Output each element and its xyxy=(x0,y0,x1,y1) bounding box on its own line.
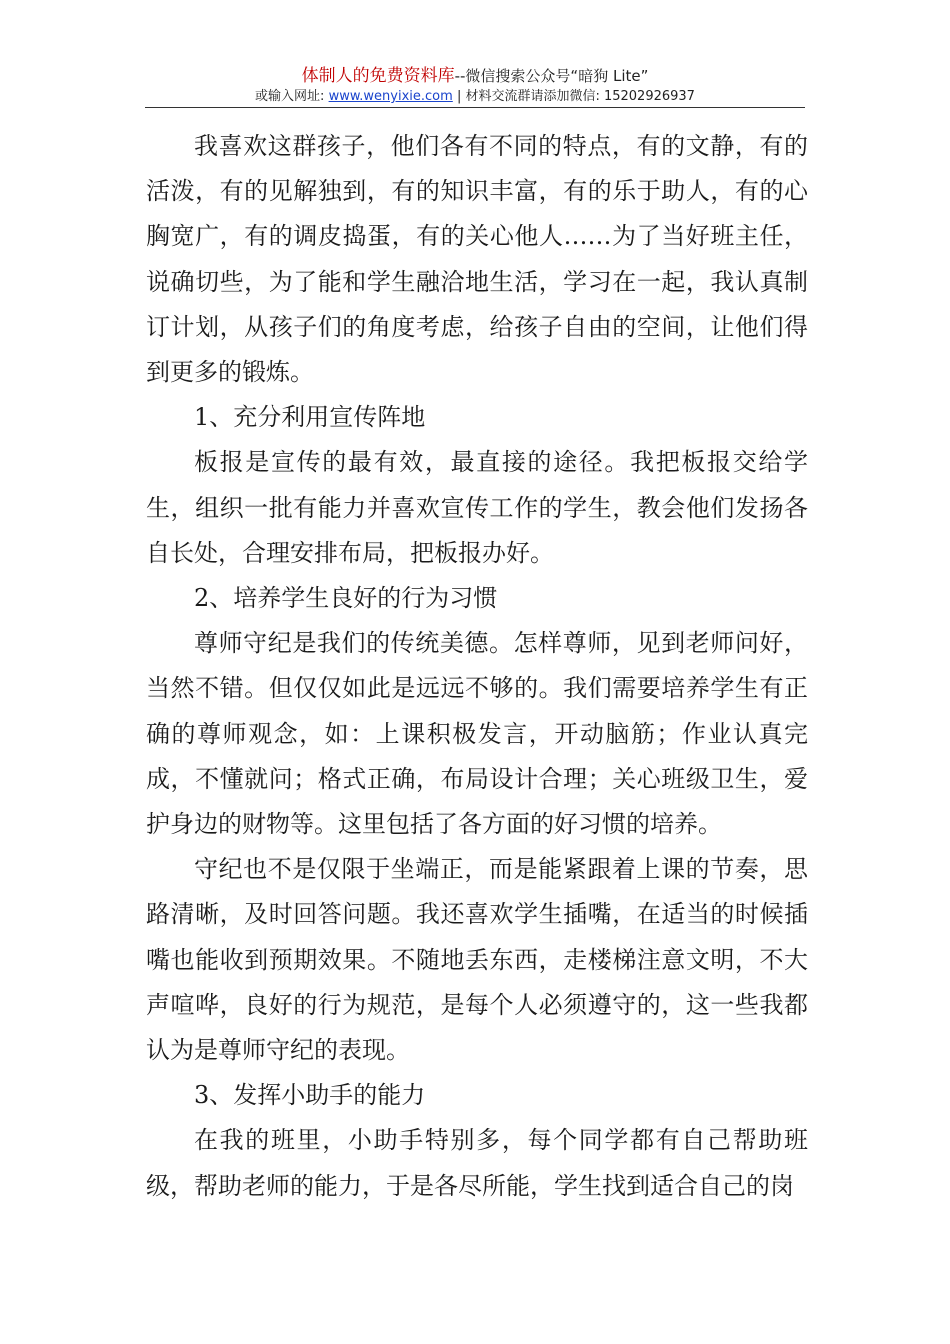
header-title-line xyxy=(145,66,805,86)
header-contact: | 材料交流群请添加微信: 15202926937 xyxy=(456,89,695,104)
header-url-label: 或输入网址: xyxy=(255,89,325,104)
header-contact-line xyxy=(145,88,805,106)
document-body xyxy=(146,124,808,1209)
paragraph-blackboard: 板报是宣传的最有效，最直接的途径。我把板报交给学生，组织一批有能力并喜欢宣传工作的学生，教会他们发扬各自长处，合理安排布局，把板报办好。 xyxy=(146,448,808,567)
page-header xyxy=(145,66,805,106)
header-brand: 体制人的免费资料库 xyxy=(301,66,455,86)
section-heading-2: 2、培养学生良好的行为习惯 xyxy=(194,584,498,613)
section-heading-1: 1、充分利用宣传阵地 xyxy=(194,403,426,432)
header-tagline: --微信搜索公众号“暗狗 Lite” xyxy=(454,67,649,85)
paragraph-respect: 尊师守纪是我们的传统美德。怎样尊师，见到老师问好，当然不错。但仅仅如此是远远不够的。我们需要培养学生有正确的尊师观念，如：上课积极发言，开动脑筋；作业认真完成，不懂就问；格式正确，布局设计合理；关心班级卫生，爱护身边的财物等。这里包括了各方面的好习惯的培养。 xyxy=(146,629,808,839)
header-url-link[interactable]: www.wenyixie.com xyxy=(328,89,453,104)
section-heading-3: 3、发挥小助手的能力 xyxy=(194,1081,426,1110)
paragraph-intro: 我喜欢这群孩子，他们各有不同的特点，有的文静，有的活泼，有的见解独到，有的知识丰富，有的乐于助人，有的心胸宽广，有的调皮捣蛋，有的关心他人……为了当好班主任，说确切些，为了能和学生融洽地生活，学习在一起，我认真制订计划，从孩子们的角度考虑，给孩子自由的空间，让他们得到更多的锻炼。 xyxy=(146,132,808,387)
header-divider xyxy=(145,107,805,108)
paragraph-helpers: 在我的班里，小助手特别多，每个同学都有自己帮助班级，帮助老师的能力，于是各尽所能，学生找到适合自己的岗 xyxy=(146,1126,808,1200)
paragraph-discipline: 守纪也不是仅限于坐端正，而是能紧跟着上课的节奏，思路清晰，及时回答问题。我还喜欢学生插嘴，在适当的时候插嘴也能收到预期效果。不随地丢东西，走楼梯注意文明，不大声喧哗，良好的行为规范，是每个人必须遵守的，这一些我都认为是尊师守纪的表现。 xyxy=(146,855,808,1065)
